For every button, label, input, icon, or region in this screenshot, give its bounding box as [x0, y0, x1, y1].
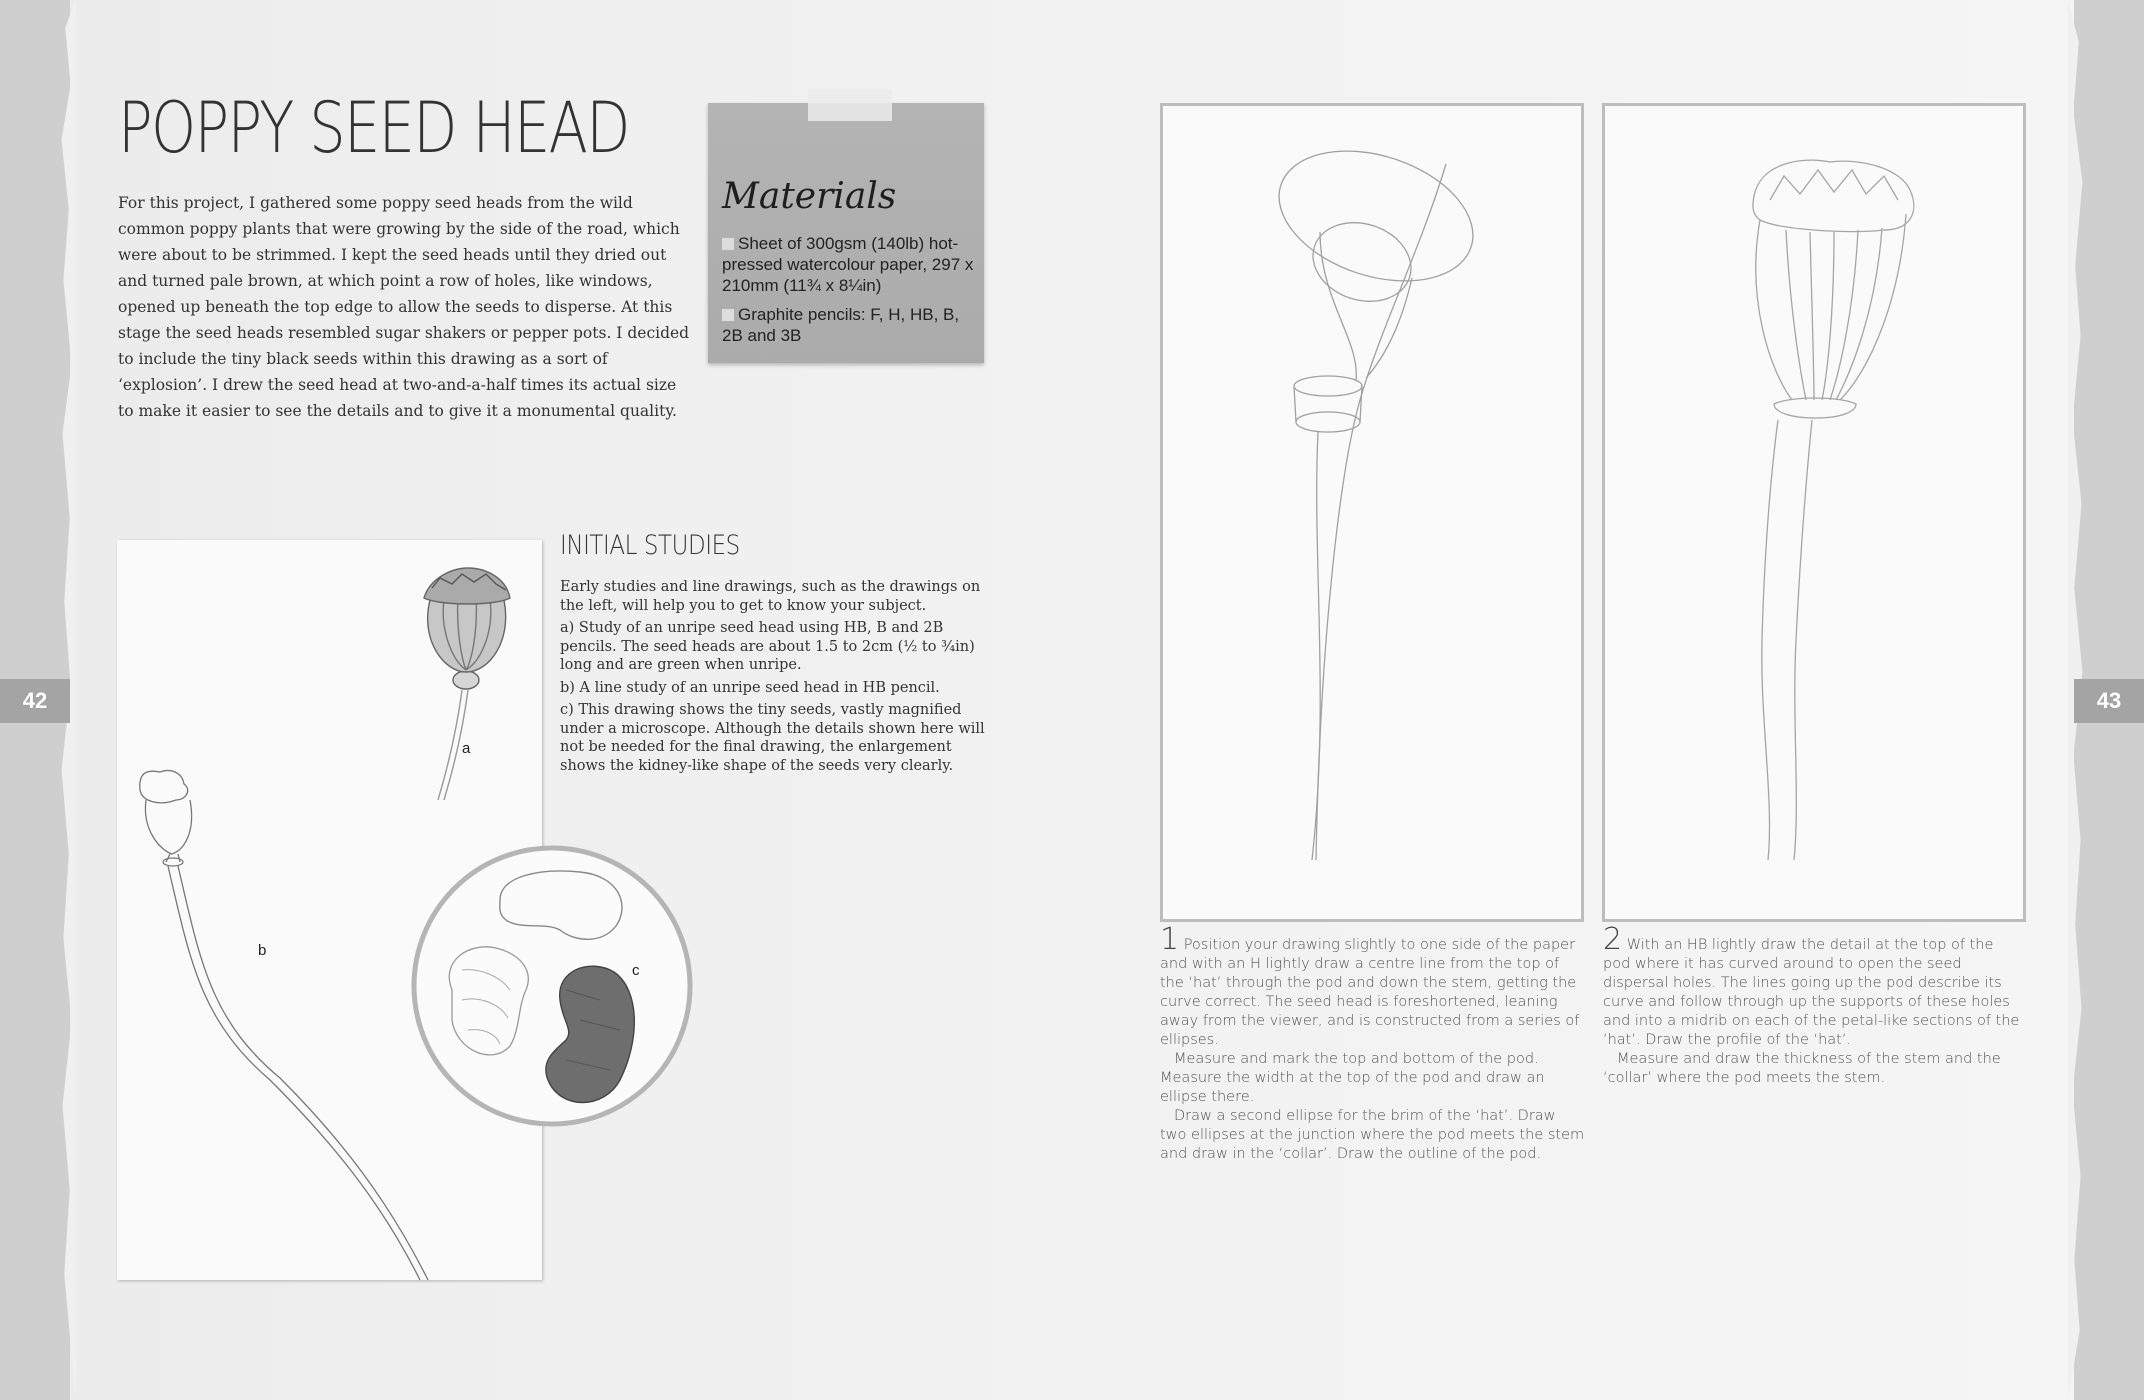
study-a-seed-head-drawing — [424, 568, 510, 800]
step-paragraph: Measure and draw the thickness of the stem and the ‘collar’ where the pod meets the stem. — [1603, 1051, 2001, 1086]
studies-paragraph: c) This drawing shows the tiny seeds, vastly magnified under a microscope. Although the details shown here will not be needed for the final drawing, the enlargement shows the kidney-like shape of the seeds very clearly. — [560, 702, 985, 774]
study-c-magnified-seeds — [414, 848, 690, 1124]
study-b-line-drawing — [140, 771, 428, 1281]
step-1-construction-drawing — [1262, 128, 1489, 860]
studies-paragraph: b) A line study of an unripe seed head in HB pencil. — [560, 679, 940, 696]
step-number: 1 — [1160, 922, 1180, 957]
step-number: 2 — [1603, 922, 1623, 957]
step-paragraph: 1 Position your drawing slightly to one side of the paper and with an H lightly draw a centre line from the top of the ‘hat’ through the pod and down the stem, getting the curve correct. The seed head is foreshortened, leaning away from the viewer, and is constructed from a series of ellipses. — [1160, 922, 1580, 1048]
intro-paragraph: For this project, I gathered some poppy seed heads from the wild common poppy plants that were growing by the side of the road, which were about to be strimmed. I kept the seed heads until they dried out and turned pale brown, at which point a row of holes, like windows, opened up beneath the top edge to allow the seeds to disperse. At this stage the seed heads resembled sugar shakers or pepper pots. I decided to include the tiny black seeds within this drawing as a sort of ‘explosion’. I drew the seed head at two-and-a-half times its actual size to make it easier to see the details and to give it a monumental quality. — [118, 194, 690, 420]
step-1-instructions — [1160, 922, 1586, 1164]
step-2-detail-drawing — [1753, 160, 1914, 860]
figure-label-c: c — [632, 962, 640, 979]
materials-item: Graphite pencils: F, H, HB, B, 2B and 3B — [722, 305, 960, 345]
figure-label-b: b — [258, 942, 267, 959]
page-number-left: 42 — [0, 679, 70, 723]
figure-label-a: a — [462, 740, 471, 757]
materials-item: Sheet of 300gsm (140lb) hot-pressed watercolour paper, 297 x 210mm (11¾ x 8¼in) — [722, 234, 974, 295]
step-paragraph: Draw a second ellipse for the brim of the ‘hat’. Draw two ellipses at the junction where the pod meets the stem and draw in the ‘collar’. Draw the outline of the pod. — [1160, 1108, 1585, 1162]
page-number-right: 43 — [2074, 679, 2144, 723]
step-paragraph: Measure and mark the top and bottom of the pod. Measure the width at the top of the pod and draw an ellipse there. — [1160, 1051, 1545, 1105]
step-paragraph: 2 With an HB lightly draw the detail at the top of the pod where it has curved around to open the seed dispersal holes. The lines going up the pod describe its curve and follow through up the supports of these holes and into a midrib on each of the petal-like sections of the ‘hat’. Draw the profile of the ‘hat’. — [1603, 922, 2020, 1048]
page-title: POPPY SEED HEAD — [118, 87, 629, 169]
studies-paragraph: Early studies and line drawings, such as the drawings on the left, will help you to get to know your subject. — [560, 579, 981, 614]
studies-paragraph: a) Study of an unripe seed head using HB, B and 2B pencils. The seed heads are about 1.5 to 2cm (½ to ¾in) long and are green when unripe. — [560, 620, 975, 673]
step-2-instructions — [1603, 922, 2023, 1088]
initial-studies-title: INITIAL STUDIES — [560, 530, 740, 561]
materials-heading: Materials — [722, 176, 897, 217]
